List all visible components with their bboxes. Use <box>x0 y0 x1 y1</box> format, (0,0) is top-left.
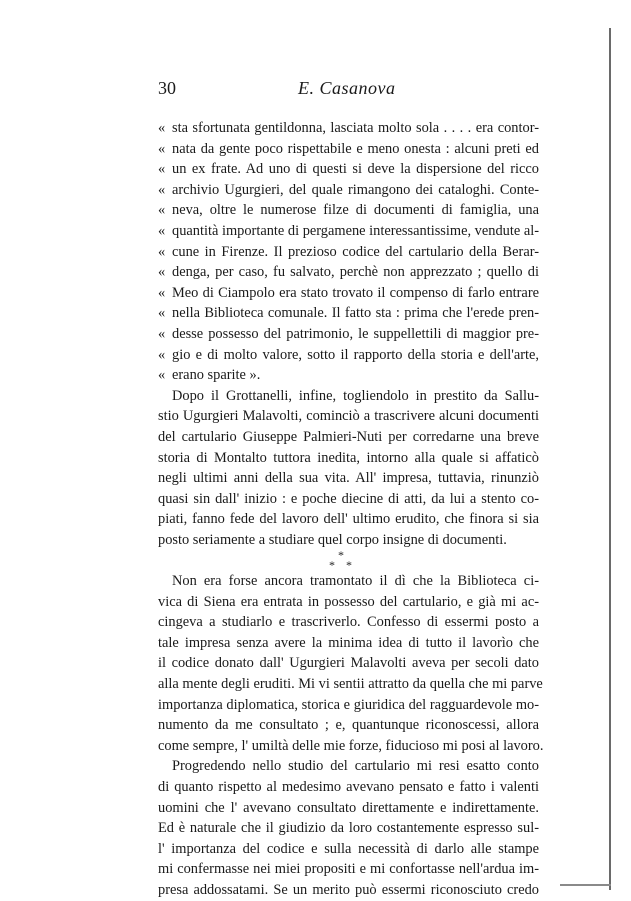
text-line <box>158 448 539 469</box>
quote-mark: « <box>158 346 166 363</box>
text-line-content: piati, fanno fede del lavoro dell' ultimo erudito, che finora si sia <box>158 511 539 528</box>
text-line <box>158 139 539 160</box>
quote-mark: « <box>158 140 166 157</box>
text-line-content: quantità importante di pergamene interessantissime, vendute al- <box>172 222 539 239</box>
text-line-content: il codice donato dall' Ugurgieri Malavolti aveva per secoli dato <box>158 655 539 672</box>
text-line-content: presa addossatami. Se un merito può essermi riconosciuto credo <box>158 881 539 898</box>
text-line-content: un ex frate. Ad uno di questi si deve la dispersione del ricco <box>172 161 539 178</box>
page-header <box>158 78 539 104</box>
text-line <box>158 530 539 551</box>
text-line-content: erano sparite ». <box>172 367 261 384</box>
paragraph-1 <box>158 386 539 551</box>
text-line-content: negli ultimi anni della sua vita. All' impresa, tuttavia, rinunziò <box>158 470 539 487</box>
quote-mark: « <box>158 264 166 281</box>
quoted-passage <box>158 118 539 386</box>
text-line-content: gio e di molto valore, sotto il rapporto della storia e dell'arte, <box>172 346 539 363</box>
quote-mark: « <box>158 202 166 219</box>
asterism-separator <box>158 550 539 571</box>
text-line-content: come sempre, l' umiltà delle mie forze, fiducioso mi posi al lavoro. <box>158 737 544 754</box>
quote-mark: « <box>158 161 166 178</box>
text-line <box>158 674 543 695</box>
quote-mark: « <box>158 367 166 384</box>
text-line <box>158 427 539 448</box>
text-line-content: del cartulario Giuseppe Palmieri-Nuti per corredarne una breve <box>158 428 539 445</box>
text-line <box>158 200 539 221</box>
text-line <box>158 159 539 180</box>
text-line <box>158 489 539 510</box>
text-line <box>158 571 539 592</box>
page-number: 30 <box>158 78 176 98</box>
text-line <box>158 715 539 736</box>
text-line-content: sta sfortunata gentildonna, lasciata molto sola . . . . era contor- <box>172 120 539 136</box>
text-line <box>158 818 539 839</box>
text-line <box>158 509 539 530</box>
text-line-content: cingeva a studiarlo e trascriverlo. Confesso di essermi posto a <box>158 614 539 631</box>
text-line-content: archivio Ugurgieri, del quale rimangono dei cataloghi. Conte- <box>172 181 539 198</box>
text-line-content: tale impresa senza avere la minima idea di tutto il lavorìo che <box>158 634 539 651</box>
text-line <box>158 180 539 201</box>
text-line <box>158 386 539 407</box>
quote-mark: « <box>158 305 166 322</box>
text-line-content: storia di Montalto tuttora inedita, intorno alla quale si affaticò <box>158 449 539 466</box>
text-line <box>158 880 539 901</box>
text-line <box>158 242 539 263</box>
text-line-content: alla mente degli eruditi. Mi vi sentii attratto da quella che mi parve <box>158 676 543 693</box>
text-line-content: l' importanza del codice e sulla necessità di darlo alle stampe <box>158 840 539 857</box>
text-line-content: nata da gente poco rispettabile e meno onesta : alcuni preti ed <box>172 140 539 157</box>
text-line-content: posto seriamente a studiare quel corpo insigne di documenti. <box>158 531 507 548</box>
text-line <box>158 612 539 633</box>
page-edge-rule <box>609 28 611 890</box>
page-corner-rule <box>560 884 611 886</box>
text-line-content: Progredendo nello studio del cartulario mi resi esatto conto <box>172 758 539 775</box>
text-line <box>158 262 539 283</box>
quote-mark: « <box>158 243 166 260</box>
asterism-bottom: * * <box>329 558 356 573</box>
text-line <box>158 468 539 489</box>
text-line-content: Ed è naturale che il giudizio da loro costantemente espresso sul- <box>158 820 539 837</box>
quote-mark: « <box>158 284 166 301</box>
text-line-content: denga, per caso, fu salvato, perchè non apprezzato ; quello di <box>172 264 539 281</box>
text-line-content: nella Biblioteca comunale. Il fatto sta : prima che l'erede pren- <box>172 305 539 322</box>
text-line <box>158 118 539 139</box>
text-line <box>158 345 539 366</box>
text-line-content: Non era forse ancora tramontato il dì che la Biblioteca ci- <box>172 573 539 590</box>
paragraph-2 <box>158 571 544 756</box>
text-line-content: neva, oltre le numerose filze di documenti di famiglia, una <box>172 202 539 219</box>
text-line-content: di quanto rispetto al medesimo avevano pensato e fatto i valenti <box>158 779 539 795</box>
text-line-content: stio Ugurgieri Malavolti, cominciò a trascrivere alcuni documenti <box>158 408 539 425</box>
text-line-content: importanza diplomatica, storica e giuridica del ragguardevole mo- <box>158 696 539 713</box>
text-line-content: Meo di Ciampolo era stato trovato il compenso di farlo entrare <box>172 284 539 301</box>
text-line <box>158 406 539 427</box>
text-line <box>158 365 539 386</box>
text-line <box>158 303 539 324</box>
body-text <box>158 118 544 901</box>
paragraph-3 <box>158 756 539 900</box>
running-title: E. Casanova <box>298 78 396 98</box>
text-line <box>158 798 539 819</box>
quote-mark: « <box>158 325 166 342</box>
text-line <box>158 633 539 654</box>
text-line <box>158 695 539 716</box>
text-line-content: quasi sin dall' inizio : e poche diecine di atti, da lui a stento co- <box>158 490 539 507</box>
text-line-content: mi confermasse nei miei propositi e mi confortasse nell'ardua im- <box>158 861 539 878</box>
quote-mark: « <box>158 181 166 198</box>
text-line <box>158 653 539 674</box>
text-line <box>158 756 539 777</box>
text-line-content: vica di Siena era entrata in possesso del cartulario, e già mi ac- <box>158 593 539 610</box>
text-line-content: desse possesso del patrimonio, le suppellettili di maggior pre- <box>172 325 539 342</box>
text-line-content: uomini che l' avevano consultato direttamente e indirettamente. <box>158 799 539 816</box>
text-line <box>158 221 539 242</box>
text-line-content: Dopo il Grottanelli, infine, togliendolo in prestito da Sallu- <box>172 387 539 404</box>
quote-mark: « <box>158 222 166 239</box>
text-line-content: numento da me consultato ; e, quantunque riconoscessi, allora <box>158 717 539 734</box>
quote-mark: « <box>158 120 166 136</box>
text-line <box>158 324 539 345</box>
text-line <box>158 592 539 613</box>
text-line <box>158 736 544 757</box>
text-line <box>158 859 539 880</box>
text-line <box>158 777 539 798</box>
text-line-content: cune in Firenze. Il prezioso codice del cartulario della Berar- <box>172 243 539 260</box>
text-line <box>158 839 539 860</box>
text-line <box>158 283 539 304</box>
asterism-top: * <box>338 548 344 563</box>
